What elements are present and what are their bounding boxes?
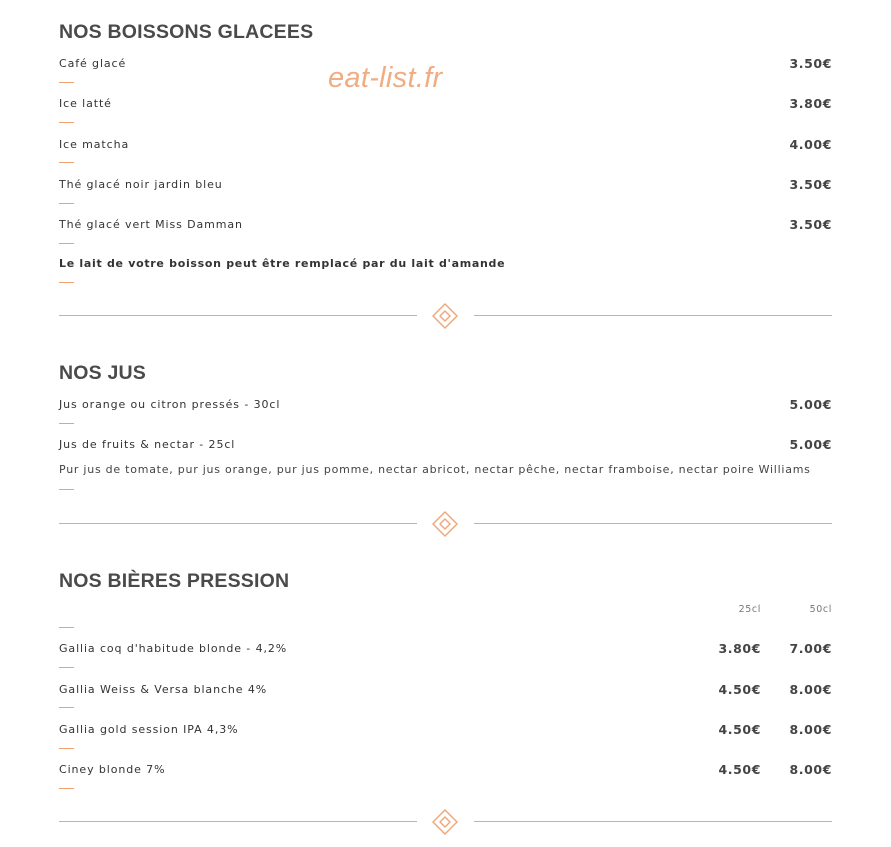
section-title-iced-drinks: NOS BOISSONS GLACEES xyxy=(59,21,314,43)
item-separator-dash xyxy=(59,707,74,708)
item-price-50cl: 8.00€ xyxy=(789,682,832,697)
item-separator-dash xyxy=(59,162,74,163)
diamond-ornament-icon xyxy=(432,303,458,329)
column-header-25cl: 25cl xyxy=(738,604,761,615)
section-divider xyxy=(59,809,832,835)
item-price-50cl: 8.00€ xyxy=(789,762,832,777)
item-name: Thé glacé noir jardin bleu xyxy=(59,178,223,191)
item-price: 3.50€ xyxy=(789,56,832,71)
item-name: Café glacé xyxy=(59,57,127,70)
almond-milk-note: Le lait de votre boisson peut être remplacé par du lait d'amande xyxy=(59,257,506,270)
divider-line-left xyxy=(59,315,417,316)
item-price: 3.50€ xyxy=(789,217,832,232)
item-separator-dash xyxy=(59,203,74,204)
item-separator-dash xyxy=(59,489,74,490)
item-separator-dash xyxy=(59,243,74,244)
item-name: Ice latté xyxy=(59,97,112,110)
column-header-50cl: 50cl xyxy=(809,604,832,615)
item-price-50cl: 8.00€ xyxy=(789,722,832,737)
item-separator-dash xyxy=(59,788,74,789)
item-price: 5.00€ xyxy=(789,437,832,452)
divider-line-right xyxy=(474,523,832,524)
item-price: 4.00€ xyxy=(789,137,832,152)
diamond-ornament-icon xyxy=(432,511,458,537)
item-price-25cl: 4.50€ xyxy=(718,722,761,737)
item-name: Jus de fruits & nectar - 25cl xyxy=(59,438,236,451)
item-name: Jus orange ou citron pressés - 30cl xyxy=(59,398,281,411)
item-separator-dash xyxy=(59,282,74,283)
item-price: 3.50€ xyxy=(789,177,832,192)
item-price-50cl: 7.00€ xyxy=(789,641,832,656)
item-separator-dash xyxy=(59,748,74,749)
item-name: Gallia gold session IPA 4,3% xyxy=(59,723,239,736)
item-name: Thé glacé vert Miss Damman xyxy=(59,218,243,231)
divider-line-right xyxy=(474,821,832,822)
divider-line-left xyxy=(59,821,417,822)
item-name: Gallia coq d'habitude blonde - 4,2% xyxy=(59,642,288,655)
juice-list-description: Pur jus de tomate, pur jus orange, pur jus pomme, nectar abricot, nectar pêche, nectar framboise, nectar poire Williams xyxy=(59,463,811,476)
item-name: Ciney blonde 7% xyxy=(59,763,166,776)
divider-line-right xyxy=(474,315,832,316)
item-price-25cl: 4.50€ xyxy=(718,762,761,777)
eat-list-watermark: eat-list.fr xyxy=(328,62,443,94)
item-separator-dash xyxy=(59,667,74,668)
item-price: 5.00€ xyxy=(789,397,832,412)
item-separator-dash xyxy=(59,122,74,123)
item-price-25cl: 4.50€ xyxy=(718,682,761,697)
section-divider xyxy=(59,511,832,537)
divider-line-left xyxy=(59,523,417,524)
item-price-25cl: 3.80€ xyxy=(718,641,761,656)
item-name: Gallia Weiss & Versa blanche 4% xyxy=(59,683,268,696)
section-divider xyxy=(59,303,832,329)
item-name: Ice matcha xyxy=(59,138,130,151)
item-separator-dash xyxy=(59,423,74,424)
diamond-ornament-icon xyxy=(432,809,458,835)
item-separator-dash xyxy=(59,627,74,628)
section-title-juices: NOS JUS xyxy=(59,362,147,384)
section-title-draft-beers: NOS BIÈRES PRESSION xyxy=(59,570,290,592)
item-separator-dash xyxy=(59,82,74,83)
item-price: 3.80€ xyxy=(789,96,832,111)
